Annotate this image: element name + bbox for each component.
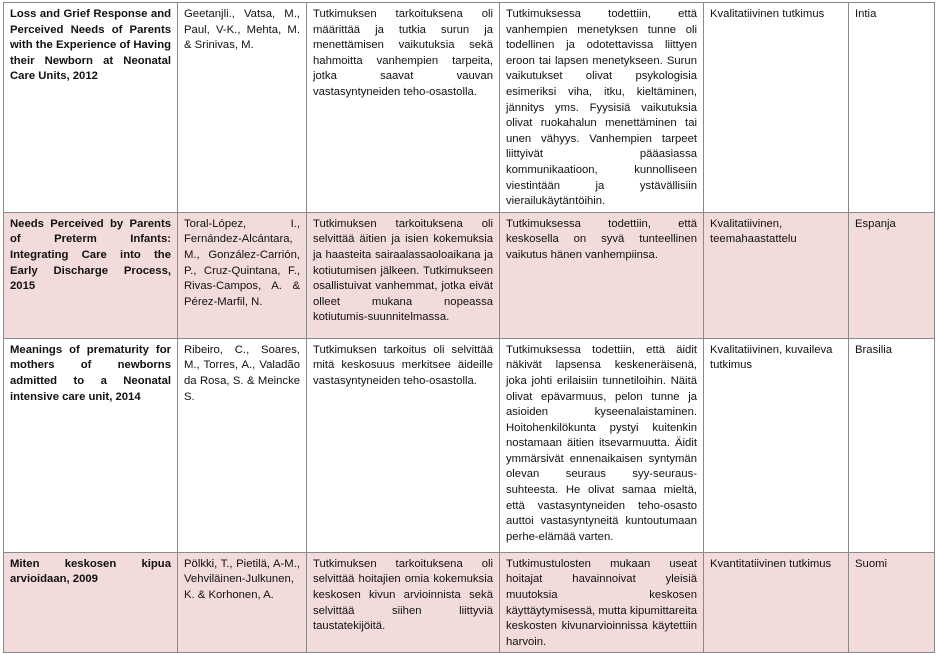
results-cell: Tutkimuksessa todettiin, että keskosella on syvä tunteellinen vaikutus hänen vanhempiinsa. [500,212,704,338]
method-cell: Kvalitatiivinen tutkimus [704,3,849,213]
purpose-cell: Tutkimuksen tarkoitus oli selvittää mitä keskosuus merkitsee äideille vastasyntyneiden teho-osastolla. [307,338,500,552]
method-cell: Kvalitatiivinen, teemahaastattelu [704,212,849,338]
results-cell: Tutkimuksessa todettiin, että äidit näkivät lapsensa keskeneräisenä, joka johti erilaisiin tunnetiloihin. Näitä olivat epävarmuus, pelon tunne ja asioiden kyseenalaistaminen. Hoitohenkilökunta pystyi kuitenkin nostamaan äitien itsevarmuutta. Äidit ymmärsivät ennenaikaisen syntymän olevan seuraus syy-seuraus-suhteesta. He olivat samaa mieltä, että vastasyntyneiden teho-osasto auttoi vastasyntyneitä kuntoutumaan perhe-elämää varten. [500,338,704,552]
study-title-cell: Needs Perceived by Parents of Preterm Infants: Integrating Care into the Early Discharge Process, 2015 [4,212,178,338]
purpose-cell: Tutkimuksen tarkoituksena oli selvittää hoitajien omia kokemuksia keskosen kivun arvioinnista sekä selvittää siihen liittyviä taustatekijöitä. [307,552,500,653]
literature-review-table [3,2,935,653]
country-cell: Intia [849,3,935,213]
table-row [4,552,935,653]
authors-cell: Ribeiro, C., Soares, M., Torres, A., Valadão da Rosa, S. & Meincke S. [178,338,307,552]
purpose-cell: Tutkimuksen tarkoituksena oli määrittää ja tutkia surun ja menettämisen vaikutuksia sekä hahmoitta vanhempien tarpeita, jotka saavat vauvan vastasyntyneiden teho-osastolla. [307,3,500,213]
study-title-cell: Loss and Grief Response and Perceived Needs of Parents with the Experience of Having their Newborn at Neonatal Care Units, 2012 [4,3,178,213]
authors-cell: Toral-López, I., Fernández-Alcántara, M., González-Carrión, P., Cruz-Quintana, F., Rivas-Campos, A. & Pérez-Marfil, N. [178,212,307,338]
table-row [4,212,935,338]
study-title-cell: Meanings of prematurity for mothers of newborns admitted to a Neonatal intensive care unit, 2014 [4,338,178,552]
method-cell: Kvantitatiivinen tutkimus [704,552,849,653]
method-cell: Kvalitatiivinen, kuvaileva tutkimus [704,338,849,552]
table-row [4,3,935,213]
authors-cell: Geetanjli., Vatsa, M., Paul, V-K., Mehta, M. & Srinivas, M. [178,3,307,213]
results-cell: Tutkimustulosten mukaan useat hoitajat havainnoivat yleisiä muutoksia keskosen käyttäytymisessä, mutta kipumittareita keskosten kivunarvioinnissa käytettiin harvoin. [500,552,704,653]
table-row [4,338,935,552]
results-cell: Tutkimuksessa todettiin, että vanhempien menetyksen tunne oli todellinen ja odotettavissa liittyen eroon tai lapsen menetykseen. Surun vaikutukset olivat psykologisia esimeriksi viha, itku, kieltäminen, jännitys yms. Fyysisiä vaikutuksia olivat ruokahalun menettäminen tai unen vähyys. Vanhempien tarpeet liittyivät pääasiassa kommunikaatioon, kunnolliseen viestintään ja ystävällisiin vierailukäytäntöihin. [500,3,704,213]
authors-cell: Pölkki, T., Pietilä, A-M., Vehviläinen-Julkunen, K. & Korhonen, A. [178,552,307,653]
study-title-cell: Miten keskosen kipua arvioidaan, 2009 [4,552,178,653]
country-cell: Brasilia [849,338,935,552]
country-cell: Espanja [849,212,935,338]
country-cell: Suomi [849,552,935,653]
purpose-cell: Tutkimuksen tarkoituksena oli selvittää äitien ja isien kokemuksia ja haasteita sairaalassaoloaikana ja kotiutumisen jälkeen. Tutkimukseen osallistuivat vanhemmat, jotka eivät olleet mukana nopeassa kotiutumis-suunnitelmassa. [307,212,500,338]
